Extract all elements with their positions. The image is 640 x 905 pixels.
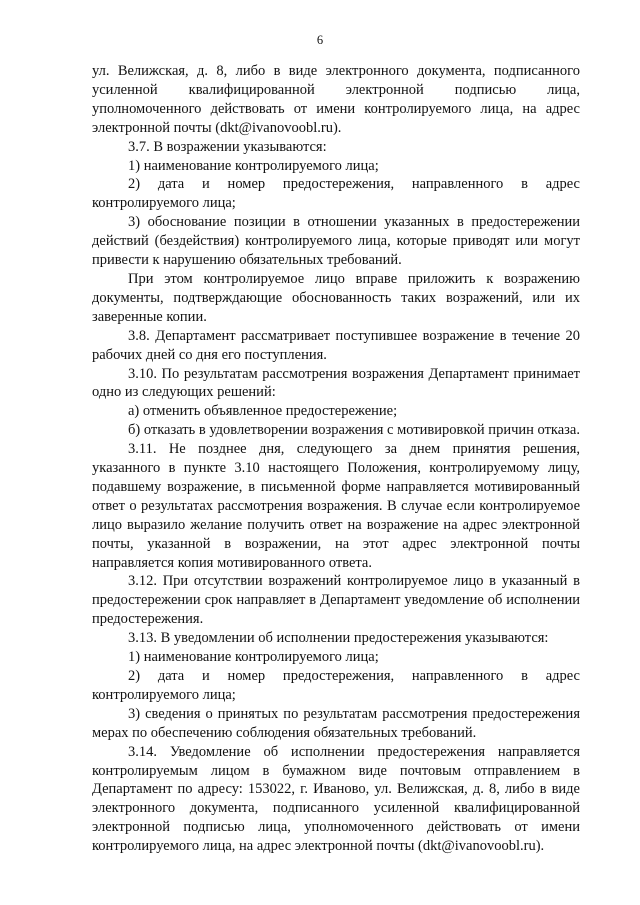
document-body	[92, 62, 580, 856]
paragraph-3-7-item-3: 3) обоснование позиции в отношении указанных в предостережении действий (бездействия) контролируемого лица, которые приводят или могут привести к нарушению обязательных требований.	[92, 214, 580, 269]
paragraph-continuation: ул. Велижская, д. 8, либо в виде электронного документа, подписанного усиленной квалифицированной электронной подписью лица, уполномоченного действовать от имени контролируемого лица, на адрес электронной почты (dkt@ivanovoobl.ru).	[92, 63, 580, 136]
paragraph-3-11: 3.11. Не позднее дня, следующего за днем принятия решения, указанного в пункте 3.10 настоящего Положения, контролируемому лицу, подавшему возражение, в письменной форме направляется мотивированный ответ о результатах рассмотрения возражения. В случае если контролируемое лицо выразило желание получить ответ на возражение на адрес электронной почты, указанной в возражении, на этот адрес электронной почты направляется копия мотивированного ответа.	[92, 441, 580, 571]
paragraph-3-7-item-1: 1) наименование контролируемого лица;	[128, 157, 379, 174]
paragraph-3-10: 3.10. По результатам рассмотрения возражения Департамент принимает одно из следующих решений:	[92, 365, 580, 401]
page-number: 6	[316, 33, 324, 47]
paragraph-3-7-item-2: 2) дата и номер предостережения, направленного в адрес контролируемого лица;	[92, 176, 580, 212]
paragraph-3-10-item-a: а) отменить объявленное предостережение;	[128, 403, 398, 420]
paragraph-3-14: 3.14. Уведомление об исполнении предостережения направляется контролируемым лицом в бумажном виде почтовым отправлением в Департамент по адресу: 153022, г. Иваново, ул. Велижская, д. 8, либо в виде электронного документа, подписанного усиленной квалифицированной электронной подписью лица, уполномоченного действовать от имени контролируемого лица, на адрес электронной почты (dkt@ivanovoobl.ru).	[92, 743, 580, 855]
paragraph-3-13: 3.13. В уведомлении об исполнении предостережения указываются:	[128, 630, 549, 647]
paragraph-3-8: 3.8. Департамент рассматривает поступившее возражение в течение 20 рабочих дней со дня его поступления.	[92, 327, 580, 363]
paragraph-3-12: 3.12. При отсутствии возражений контролируемое лицо в указанный в предостережении срок направляет в Департамент уведомление об исполнении предостережения.	[92, 573, 580, 628]
paragraph-3-13-item-1: 1) наименование контролируемого лица;	[128, 649, 379, 666]
paragraph-3-7: 3.7. В возражении указываются:	[128, 138, 327, 155]
paragraph-3-13-item-3: 3) сведения о принятых по результатам рассмотрения предостережения мерах по обеспечению соблюдения обязательных требований.	[92, 705, 580, 741]
paragraph-3-10-item-b: б) отказать в удовлетворении возражения с мотивировкой причин отказа.	[128, 422, 580, 439]
paragraph-attachments: При этом контролируемое лицо вправе приложить к возражению документы, подтверждающие обоснованность таких возражений, или их заверенные копии.	[92, 270, 580, 325]
paragraph-3-13-item-2: 2) дата и номер предостережения, направленного в адрес контролируемого лица;	[92, 668, 580, 703]
